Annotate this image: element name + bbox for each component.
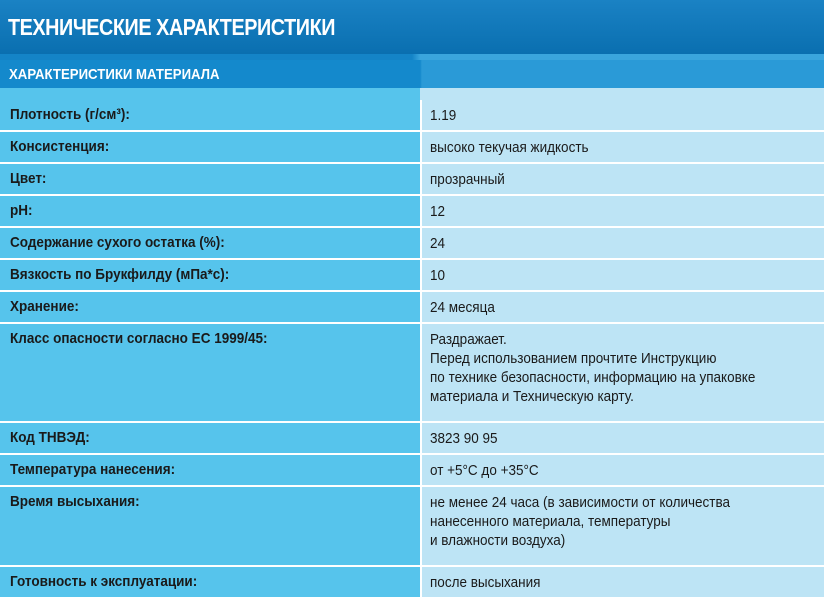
property-value-line: 3823 90 95 bbox=[430, 430, 498, 447]
table-row bbox=[0, 565, 824, 597]
property-value-cell bbox=[420, 455, 824, 485]
property-value-cell bbox=[420, 324, 824, 421]
property-value-cell bbox=[420, 487, 824, 565]
property-value-line: по технике безопасности, информацию на упаковке bbox=[430, 369, 756, 386]
property-value-line: 10 bbox=[430, 267, 446, 284]
table-row bbox=[0, 322, 824, 421]
property-value-cell bbox=[420, 164, 824, 194]
table-row bbox=[0, 485, 824, 565]
title-bar bbox=[0, 0, 824, 54]
table-row bbox=[0, 226, 824, 258]
property-label: Готовность к эксплуатации: bbox=[10, 573, 198, 590]
property-value-line: прозрачный bbox=[430, 171, 505, 188]
table-row bbox=[0, 421, 824, 453]
property-label-cell bbox=[0, 132, 420, 162]
section-title: ХАРАКТЕРИСТИКИ МАТЕРИАЛА bbox=[9, 65, 220, 83]
property-value-line: 24 bbox=[430, 235, 446, 252]
property-label: pH: bbox=[10, 202, 33, 219]
property-label: Время высыхания: bbox=[10, 493, 140, 510]
property-value-cell bbox=[420, 567, 824, 597]
property-label: Хранение: bbox=[10, 298, 79, 315]
property-label: Консистенция: bbox=[10, 138, 110, 155]
table-row bbox=[0, 258, 824, 290]
property-value-line: высоко текучая жидкость bbox=[430, 139, 589, 156]
property-value-line: Раздражает. bbox=[430, 331, 507, 348]
property-value-line: Перед использованием прочтите Инструкцию bbox=[430, 350, 717, 367]
property-label: Цвет: bbox=[10, 170, 47, 187]
property-label: Код ТНВЭД: bbox=[10, 429, 90, 446]
property-label: Плотность (г/см³): bbox=[10, 106, 130, 123]
property-value-cell bbox=[420, 196, 824, 226]
property-label-cell bbox=[0, 260, 420, 290]
property-value-cell bbox=[420, 423, 824, 453]
property-value-line: и влажности воздуха) bbox=[430, 532, 566, 549]
property-label: Класс опасности согласно ЕС 1999/45: bbox=[10, 330, 268, 347]
table-row bbox=[0, 194, 824, 226]
section-header bbox=[0, 60, 824, 88]
property-label: Температура нанесения: bbox=[10, 461, 176, 478]
property-value-line: 12 bbox=[430, 203, 446, 220]
page-title: ТЕХНИЧЕСКИЕ ХАРАКТЕРИСТИКИ bbox=[8, 13, 336, 40]
table-row bbox=[0, 162, 824, 194]
table-row bbox=[0, 130, 824, 162]
property-label: Содержание сухого остатка (%): bbox=[10, 234, 225, 251]
property-value-cell bbox=[420, 228, 824, 258]
property-value-line: 1.19 bbox=[430, 107, 457, 124]
property-label-cell bbox=[0, 423, 420, 453]
property-value-line: после высыхания bbox=[430, 574, 541, 591]
property-label-cell bbox=[0, 324, 420, 421]
property-label-cell bbox=[0, 164, 420, 194]
table-row bbox=[0, 100, 824, 130]
property-value-cell bbox=[420, 100, 824, 130]
property-value-cell bbox=[420, 260, 824, 290]
table-row bbox=[0, 290, 824, 322]
table-top-spacer bbox=[0, 88, 824, 100]
property-label-cell bbox=[0, 567, 420, 597]
property-label-cell bbox=[0, 487, 420, 565]
property-value-line: от +5°C до +35°C bbox=[430, 462, 539, 479]
property-value-cell bbox=[420, 292, 824, 322]
property-value-line: материала и Техническую карту. bbox=[430, 388, 634, 405]
property-value-line: не менее 24 часа (в зависимости от количества bbox=[430, 494, 731, 511]
property-label-cell bbox=[0, 228, 420, 258]
property-label-cell bbox=[0, 455, 420, 485]
property-label-cell bbox=[0, 100, 420, 130]
property-label: Вязкость по Брукфилду (мПа*с): bbox=[10, 266, 230, 283]
spec-table bbox=[0, 100, 824, 597]
table-row bbox=[0, 453, 824, 485]
property-label-cell bbox=[0, 196, 420, 226]
property-value-line: нанесенного материала, температуры bbox=[430, 513, 671, 530]
property-value-line: 24 месяца bbox=[430, 299, 495, 316]
property-label-cell bbox=[0, 292, 420, 322]
property-value-cell bbox=[420, 132, 824, 162]
